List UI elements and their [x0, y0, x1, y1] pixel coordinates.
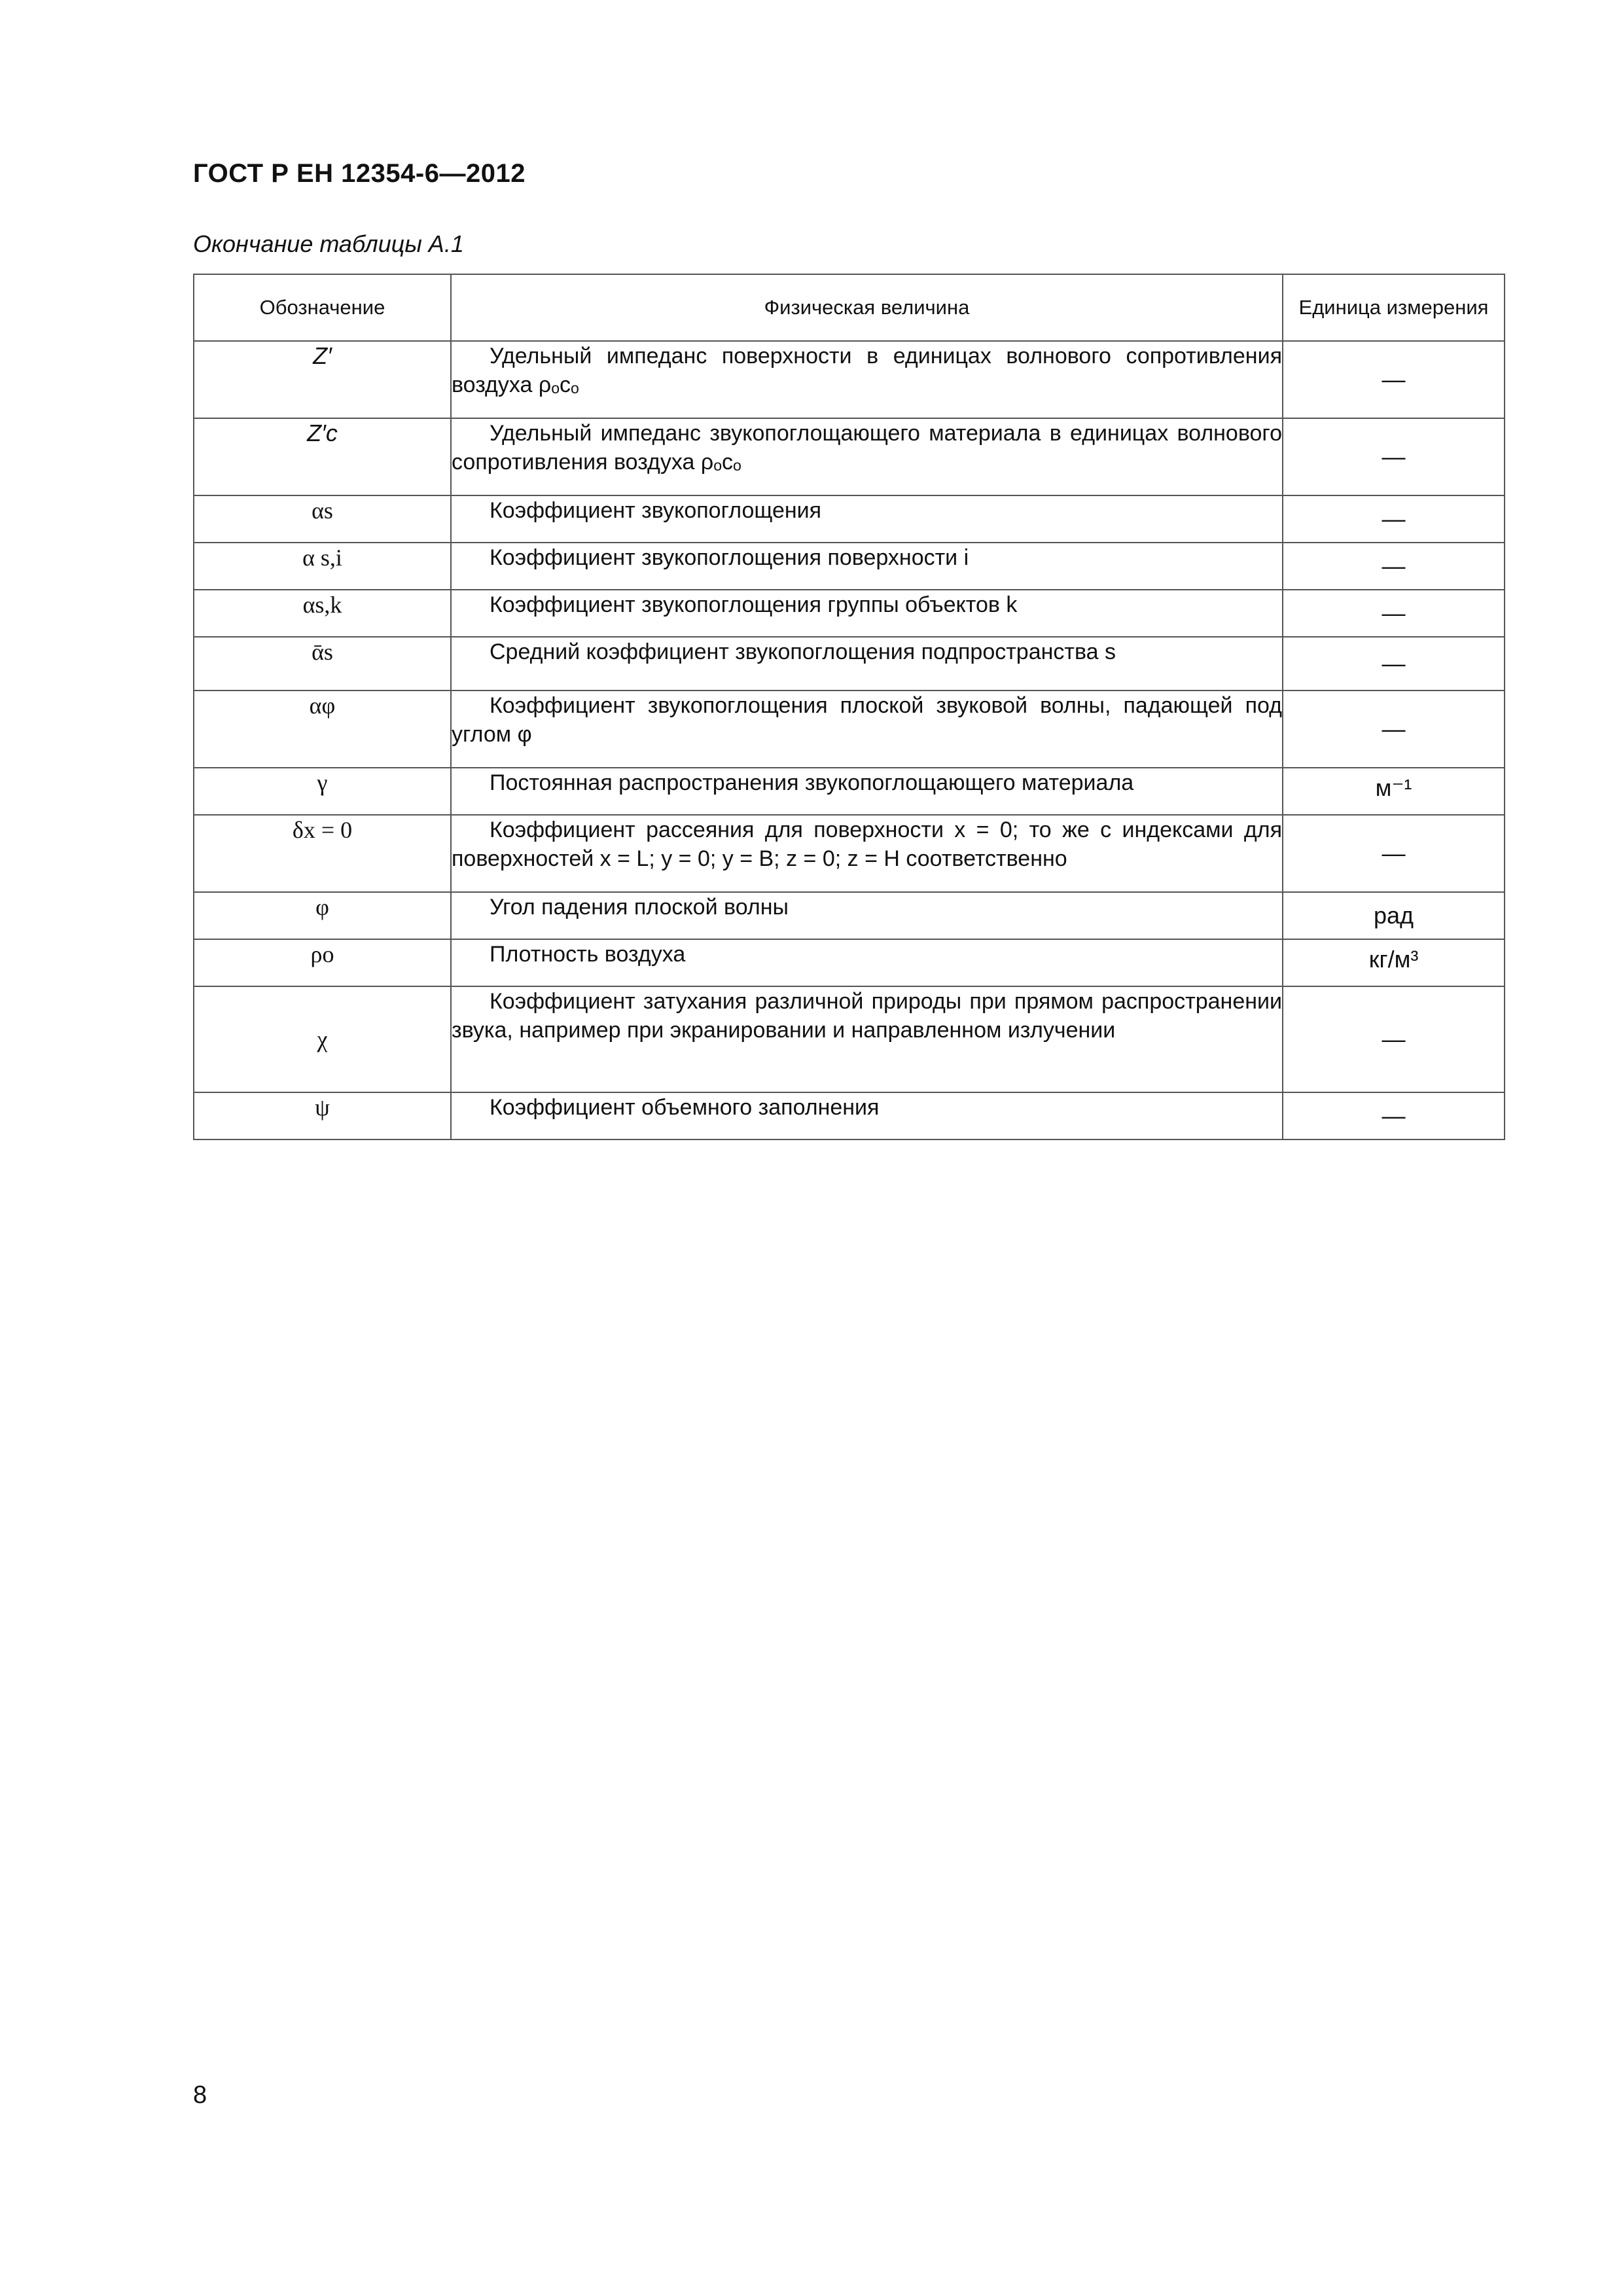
description-cell [451, 892, 1283, 939]
description-cell [451, 543, 1283, 590]
description-text: Коэффициент затухания различной природы при прямом распространении звука, например при экранировании и направленном излучении [452, 989, 1282, 1043]
description-text: Постоянная распространения звукопоглощающего материала [490, 770, 1134, 795]
description-cell [451, 986, 1283, 1092]
table-row [194, 495, 1505, 543]
quantities-table [193, 274, 1505, 1140]
description-text: Средний коэффициент звукопоглощения подпространства s [490, 639, 1116, 664]
description-text: Коэффициент рассеяния для поверхности x = 0; то же с индексами для поверхностей x = L; y = 0; y = B; z = 0; z = H соответственно [452, 817, 1282, 871]
description-cell [451, 768, 1283, 815]
unit-cell: — [1283, 815, 1505, 892]
symbol-cell: δx = 0 [194, 815, 451, 892]
symbol-cell: αφ [194, 691, 451, 768]
description-text: Коэффициент объемного заполнения [490, 1095, 880, 1120]
symbol-cell: Z′c [194, 418, 451, 495]
unit-cell: — [1283, 691, 1505, 768]
unit-cell: — [1283, 986, 1505, 1092]
column-header-unit: Единица измерения [1283, 274, 1505, 341]
table-row [194, 939, 1505, 986]
unit-cell: рад [1283, 892, 1505, 939]
table-row [194, 418, 1505, 495]
column-header-quantity: Физическая величина [451, 274, 1283, 341]
table-row [194, 590, 1505, 637]
symbol-cell: φ [194, 892, 451, 939]
description-cell [451, 939, 1283, 986]
unit-cell: — [1283, 495, 1505, 543]
description-text: Удельный импеданс звукопоглощающего материала в единицах волнового сопротивления воздуха ρₒcₒ [452, 421, 1282, 475]
table-row [194, 768, 1505, 815]
symbol-cell: αs,k [194, 590, 451, 637]
table-row [194, 892, 1505, 939]
symbol-cell: ψ [194, 1092, 451, 1139]
description-cell [451, 815, 1283, 892]
page-number: 8 [193, 2081, 207, 2109]
unit-cell: кг/м³ [1283, 939, 1505, 986]
description-text: Коэффициент звукопоглощения поверхности i [490, 545, 969, 570]
table-row [194, 691, 1505, 768]
table-row [194, 341, 1505, 418]
unit-cell: — [1283, 637, 1505, 691]
description-cell [451, 418, 1283, 495]
description-text: Коэффициент звукопоглощения группы объектов k [490, 592, 1018, 617]
description-cell [451, 495, 1283, 543]
description-text: Плотность воздуха [490, 942, 686, 967]
table-header-row [194, 274, 1505, 341]
description-text: Коэффициент звукопоглощения [490, 498, 822, 523]
table-caption: Окончание таблицы А.1 [193, 230, 464, 257]
unit-cell: — [1283, 590, 1505, 637]
description-cell [451, 637, 1283, 691]
symbol-cell: Z′ [194, 341, 451, 418]
unit-cell: — [1283, 418, 1505, 495]
table-row [194, 815, 1505, 892]
symbol-cell: ρo [194, 939, 451, 986]
description-cell [451, 1092, 1283, 1139]
description-text: Удельный импеданс поверхности в единицах волнового сопротивления воздуха ρₒcₒ [452, 344, 1282, 397]
description-cell [451, 341, 1283, 418]
document-header: ГОСТ Р ЕН 12354-6—2012 [193, 159, 526, 188]
description-cell [451, 590, 1283, 637]
symbol-cell: χ [194, 986, 451, 1092]
symbol-cell: γ [194, 768, 451, 815]
description-text: Коэффициент звукопоглощения плоской звуковой волны, падающей под углом φ [452, 693, 1282, 747]
symbol-cell: αs [194, 495, 451, 543]
table-row [194, 1092, 1505, 1139]
symbol-cell: ᾱs [194, 637, 451, 691]
unit-cell: — [1283, 341, 1505, 418]
unit-cell: — [1283, 1092, 1505, 1139]
symbol-cell: α s,i [194, 543, 451, 590]
description-cell [451, 691, 1283, 768]
unit-cell: — [1283, 543, 1505, 590]
table-row [194, 637, 1505, 691]
description-text: Угол падения плоской волны [490, 895, 789, 920]
table-row [194, 543, 1505, 590]
column-header-symbol: Обозначение [194, 274, 451, 341]
table-row [194, 986, 1505, 1092]
unit-cell: м⁻¹ [1283, 768, 1505, 815]
